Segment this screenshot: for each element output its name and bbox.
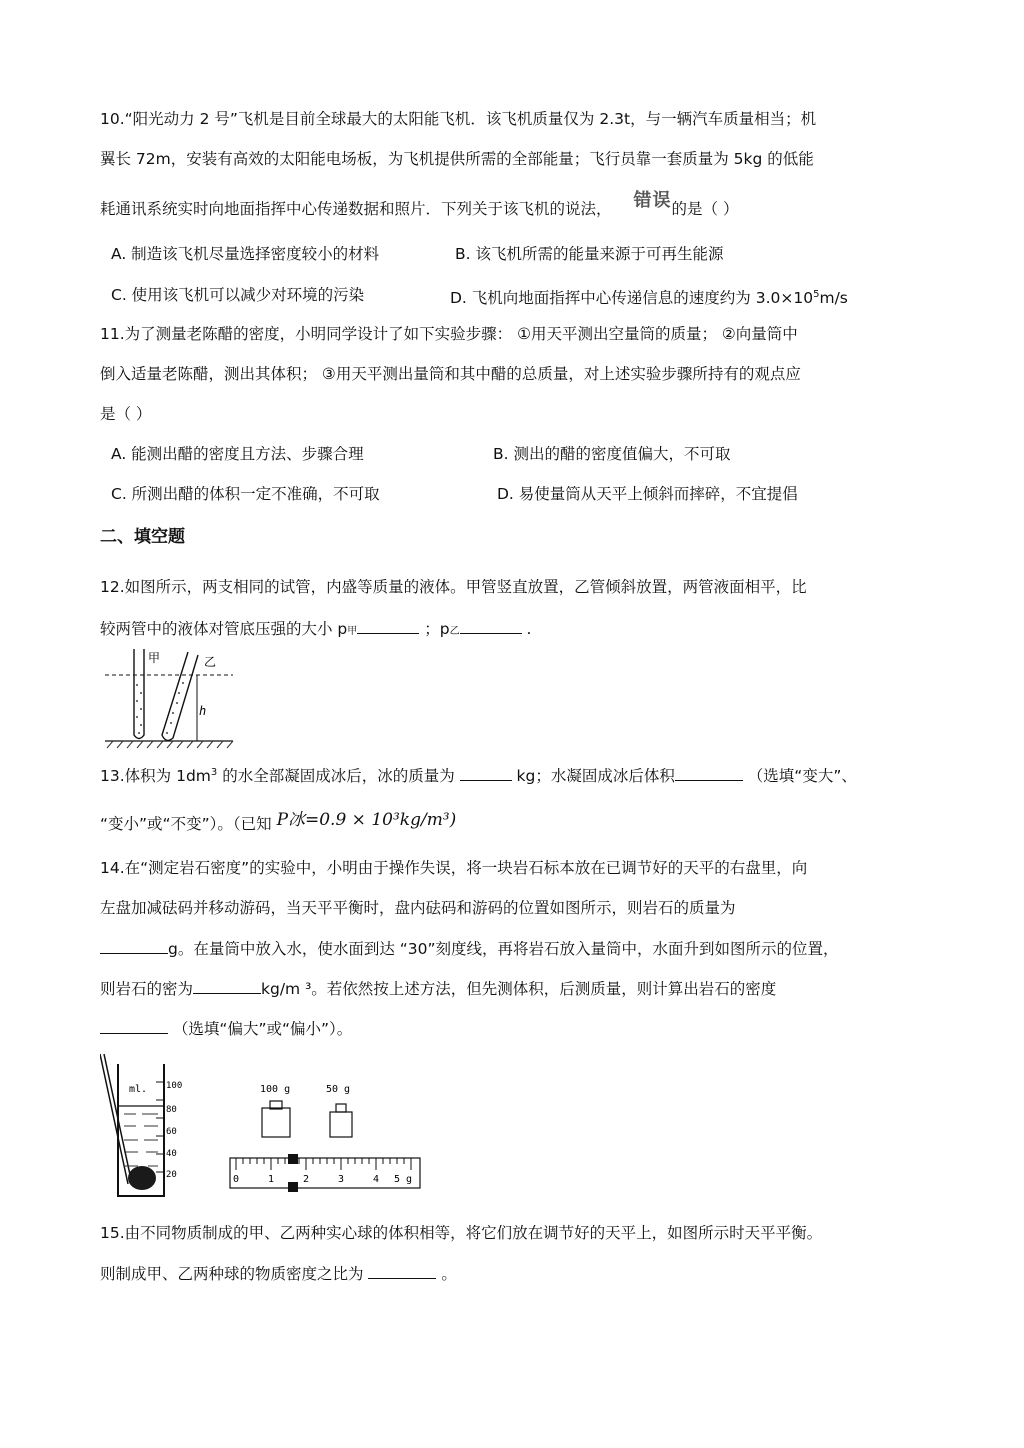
q11-option-a: A. 能测出醋的密度且方法、步骤合理 xyxy=(111,445,364,463)
q12-blank-1 xyxy=(357,617,419,634)
q11-option-c: C. 所测出醋的体积一定不准确，不可取 xyxy=(111,485,380,503)
scale-label-1: 1 xyxy=(268,1174,275,1185)
q12-mid: ；p xyxy=(419,620,450,638)
q10-option-d-unit: m/s xyxy=(819,289,848,308)
q13-text-3: kg；水凝固成冰后体积 xyxy=(511,767,675,786)
q10-option-d xyxy=(450,284,848,309)
q12-line2-text: 较两管中的液体对管底压强的大小 p xyxy=(100,620,348,638)
q15-end: 。 xyxy=(436,1265,457,1283)
label-jia: 甲 xyxy=(148,651,161,665)
weight-100g-label: 100 g xyxy=(260,1084,291,1095)
q14-line2: 左盘加减砝码并移动游码，当天平平衡时，盘内砝码和游码的位置如图所示，则岩石的质量为 xyxy=(100,899,736,917)
q11-line3: 是（ ） xyxy=(100,405,152,423)
q14-line4 xyxy=(100,977,776,1000)
q10-line3 xyxy=(100,190,739,220)
q12-line2 xyxy=(100,617,531,643)
q14-text-4b: kg/m ³。若依然按上述方法，但先测体积，后测质量，则计算出岩石的密度 xyxy=(261,980,777,998)
q11-line2: 倒入适量老陈醋，测出其体积； ③用天平测出量筒和其中醋的总质量，对上述实验步骤所持有的观点应 xyxy=(100,365,801,383)
q15-blank xyxy=(368,1262,436,1279)
rider-bottom xyxy=(288,1182,298,1192)
q13-text-4: （选填“变大”、 xyxy=(742,767,857,786)
scale-label-4: 4 xyxy=(373,1174,380,1185)
q14-blank-2 xyxy=(193,977,261,994)
q15-line2 xyxy=(100,1262,457,1285)
q10-option-a: A. 制造该飞机尽量选择密度较小的材料 xyxy=(111,245,380,263)
cylinder-tick-80: 80 xyxy=(166,1105,177,1115)
scale-label-2: 2 xyxy=(303,1174,310,1185)
q13-line2 xyxy=(100,810,457,835)
q13-blank-1 xyxy=(460,764,512,781)
q12-sub-jia: 甲 xyxy=(347,626,358,637)
q14-line5 xyxy=(100,1017,352,1040)
q13-line1 xyxy=(100,762,857,787)
q14-text-5: （选填“偏大”或“偏小”）。 xyxy=(168,1020,353,1038)
q14-blank-1 xyxy=(100,937,168,954)
q13-text-1: 13.体积为 1dm xyxy=(100,767,211,786)
measuring-cylinder-figure xyxy=(100,1052,192,1202)
rider-top xyxy=(288,1154,298,1164)
q13-text-5: “变小”或“不变”）。（已知 xyxy=(100,815,272,833)
ice-density-formula: P冰=0.9 × 10³kg/m³) xyxy=(276,810,457,830)
scale-label-5: 5 g xyxy=(394,1174,413,1185)
cylinder-tick-100: 100 xyxy=(166,1081,183,1091)
q15-line1: 15.由不同物质制成的甲、乙两种实心球的体积相等，将它们放在调节好的天平上，如图所示时天平平衡。 xyxy=(100,1224,823,1242)
scale-label-3: 3 xyxy=(338,1174,345,1185)
q12-blank-2 xyxy=(460,617,522,634)
q11-option-d: D. 易使量筒从天平上倾斜而摔碎，不宜提倡 xyxy=(497,485,798,503)
q10-option-d-text: D. 飞机向地面指挥中心传递信息的速度约为 3.0×10 xyxy=(450,289,814,308)
label-yi: 乙 xyxy=(204,655,217,669)
scale-label-0: 0 xyxy=(233,1174,240,1185)
q11-option-b: B. 测出的醋的密度值偏大，不可取 xyxy=(493,445,731,463)
q10-option-c: C. 使用该飞机可以减少对环境的污染 xyxy=(111,286,365,304)
q13-text-2: 的水全部凝固成冰后，冰的质量为 xyxy=(217,767,460,786)
section-title: 二、填空题 xyxy=(100,527,185,547)
cylinder-tick-40: 40 xyxy=(166,1149,177,1159)
weight-50g xyxy=(330,1112,352,1137)
q10-line1: 10.“阳光动力 2 号”飞机是目前全球最大的太阳能飞机．该飞机质量仅为 2.3t，与一辆汽车质量相当；机 xyxy=(100,110,817,128)
q14-blank-3 xyxy=(100,1017,168,1034)
test-tubes-figure xyxy=(105,645,235,752)
q10-line3-text: 耗通讯系统实时向地面指挥中心传递数据和照片．下列关于该飞机的说法， xyxy=(100,200,612,218)
q13-sup: 3 xyxy=(210,767,218,778)
q10-line2: 翼长 72m，安装有高效的太阳能电场板，为飞机提供所需的全部能量；飞行员靠一套质量为 5kg 的低能 xyxy=(100,150,814,168)
q14-text-4a: 则岩石的密为 xyxy=(100,980,194,998)
q13-blank-2 xyxy=(675,764,743,781)
weight-50g-label: 50 g xyxy=(326,1084,351,1095)
q14-line1: 14.在“测定岩石密度”的实验中，小明由于操作失误，将一块岩石标本放在已调节好的天平的右盘里，向 xyxy=(100,859,808,877)
emphasis-mark: 错误 xyxy=(633,190,672,211)
q10-option-d-sup: 5 xyxy=(813,289,820,300)
rider-scale xyxy=(230,1158,420,1188)
q15-text: 则制成甲、乙两种球的物质密度之比为 xyxy=(100,1265,369,1283)
q10-line3-end: 的是（ ） xyxy=(671,200,739,218)
q12-end: . xyxy=(521,620,532,638)
cylinder-unit: ml. xyxy=(129,1084,148,1095)
cylinder-tick-20: 20 xyxy=(166,1170,177,1180)
q12-sub-yi: 乙 xyxy=(449,626,460,637)
weight-100g xyxy=(262,1108,290,1137)
q10-option-b: B. 该飞机所需的能量来源于可再生能源 xyxy=(455,245,724,263)
q14-line3 xyxy=(100,937,839,960)
cylinder-tick-60: 60 xyxy=(166,1127,177,1137)
label-h: h xyxy=(199,704,207,718)
q11-line1: 11.为了测量老陈醋的密度，小明同学设计了如下实验步骤： ①用天平测出空量筒的质量； ②向量筒中 xyxy=(100,325,798,343)
q14-text-3: g。在量筒中放入水，使水面到达 “30”刻度线，再将岩石放入量筒中，水面升到如图所示的位置， xyxy=(168,940,839,958)
q12-line1: 12.如图所示，两支相同的试管，内盛等质量的液体。甲管竖直放置，乙管倾斜放置，两管液面相平，比 xyxy=(100,578,807,596)
balance-weights-figure xyxy=(226,1078,426,1198)
